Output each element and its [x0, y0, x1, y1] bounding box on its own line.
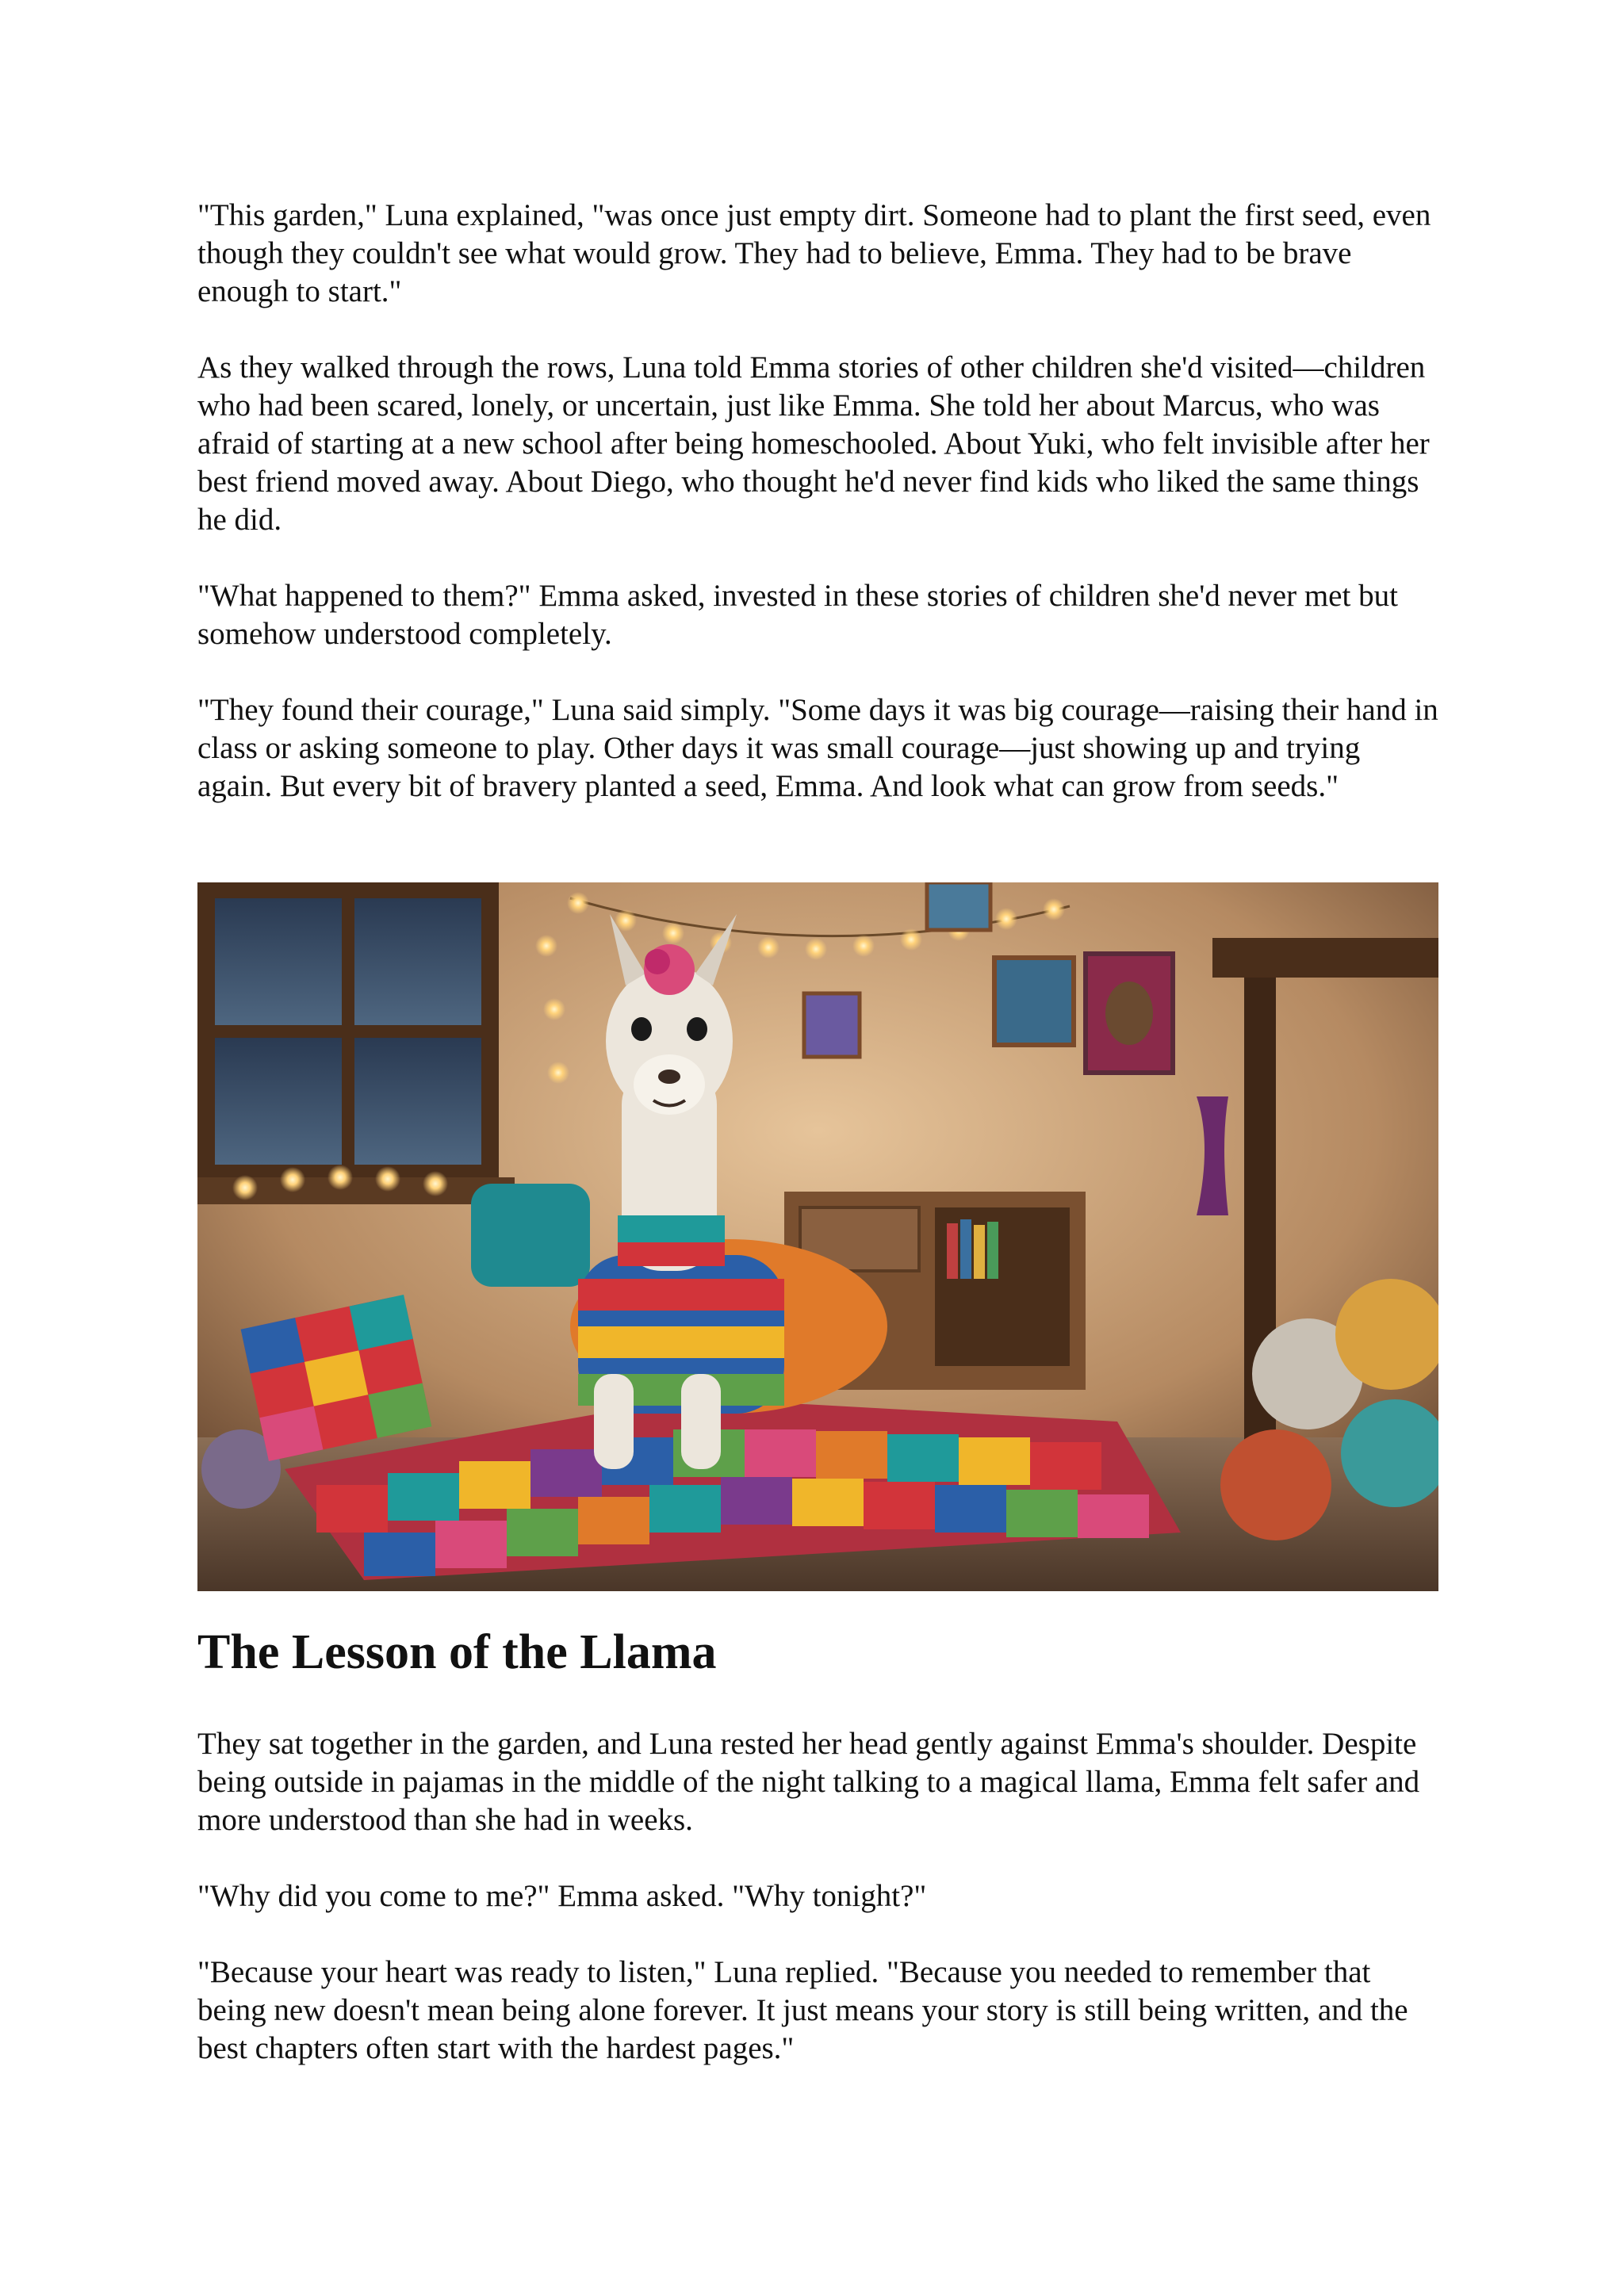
paragraph-garden: "This garden," Luna explained, "was once just empty dirt. Someone had to plant the first seed, even though they couldn't see what would grow. They had to believe, Emma. They had to be brave enough to start." — [197, 198, 1431, 308]
paragraph-courage: "They found their courage," Luna said simply. "Some days it was big courage—raising their hand in class or asking someone to play. Other days it was small courage—just showing up and trying again. But every bit of bravery planted a seed, Emma. And look what can grow from seeds." — [197, 693, 1438, 803]
llama-room-image — [197, 882, 1438, 1591]
paragraph-because: "Because your heart was ready to listen," Luna replied. "Because you needed to remember that being new doesn't mean being alone forever. It just means your story is still being written, and the best chapters often start with the hardest pages." — [197, 1955, 1408, 2065]
paragraph-garden-together: They sat together in the garden, and Luna rested her head gently against Emma's shoulder. Despite being outside in pajamas in the middle of the night talking to a magical llama, Emma felt safer and more understood than she had in weeks. — [197, 1727, 1420, 1837]
paragraph-stories: As they walked through the rows, Luna told Emma stories of other children she'd visited—children who had been scared, lonely, or uncertain, just like Emma. She told her about Marcus, who was afraid of starting at a new school after being homeschooled. About Yuki, who felt invisible after her best friend moved away. About Diego, who thought he'd never find kids who liked the same things he did. — [197, 350, 1430, 537]
window — [197, 882, 515, 1204]
paragraph-why-me: "Why did you come to me?" Emma asked. "Why tonight?" — [197, 1879, 927, 1913]
section-heading: The Lesson of the Llama — [197, 1625, 717, 1679]
teal-pillow — [471, 1184, 590, 1287]
shelf-beam — [1212, 938, 1438, 978]
llama-illustration — [197, 882, 1438, 1591]
paragraph-what-happened: "What happened to them?" Emma asked, invested in these stories of children she'd never met but somehow understood completely. — [197, 579, 1398, 651]
